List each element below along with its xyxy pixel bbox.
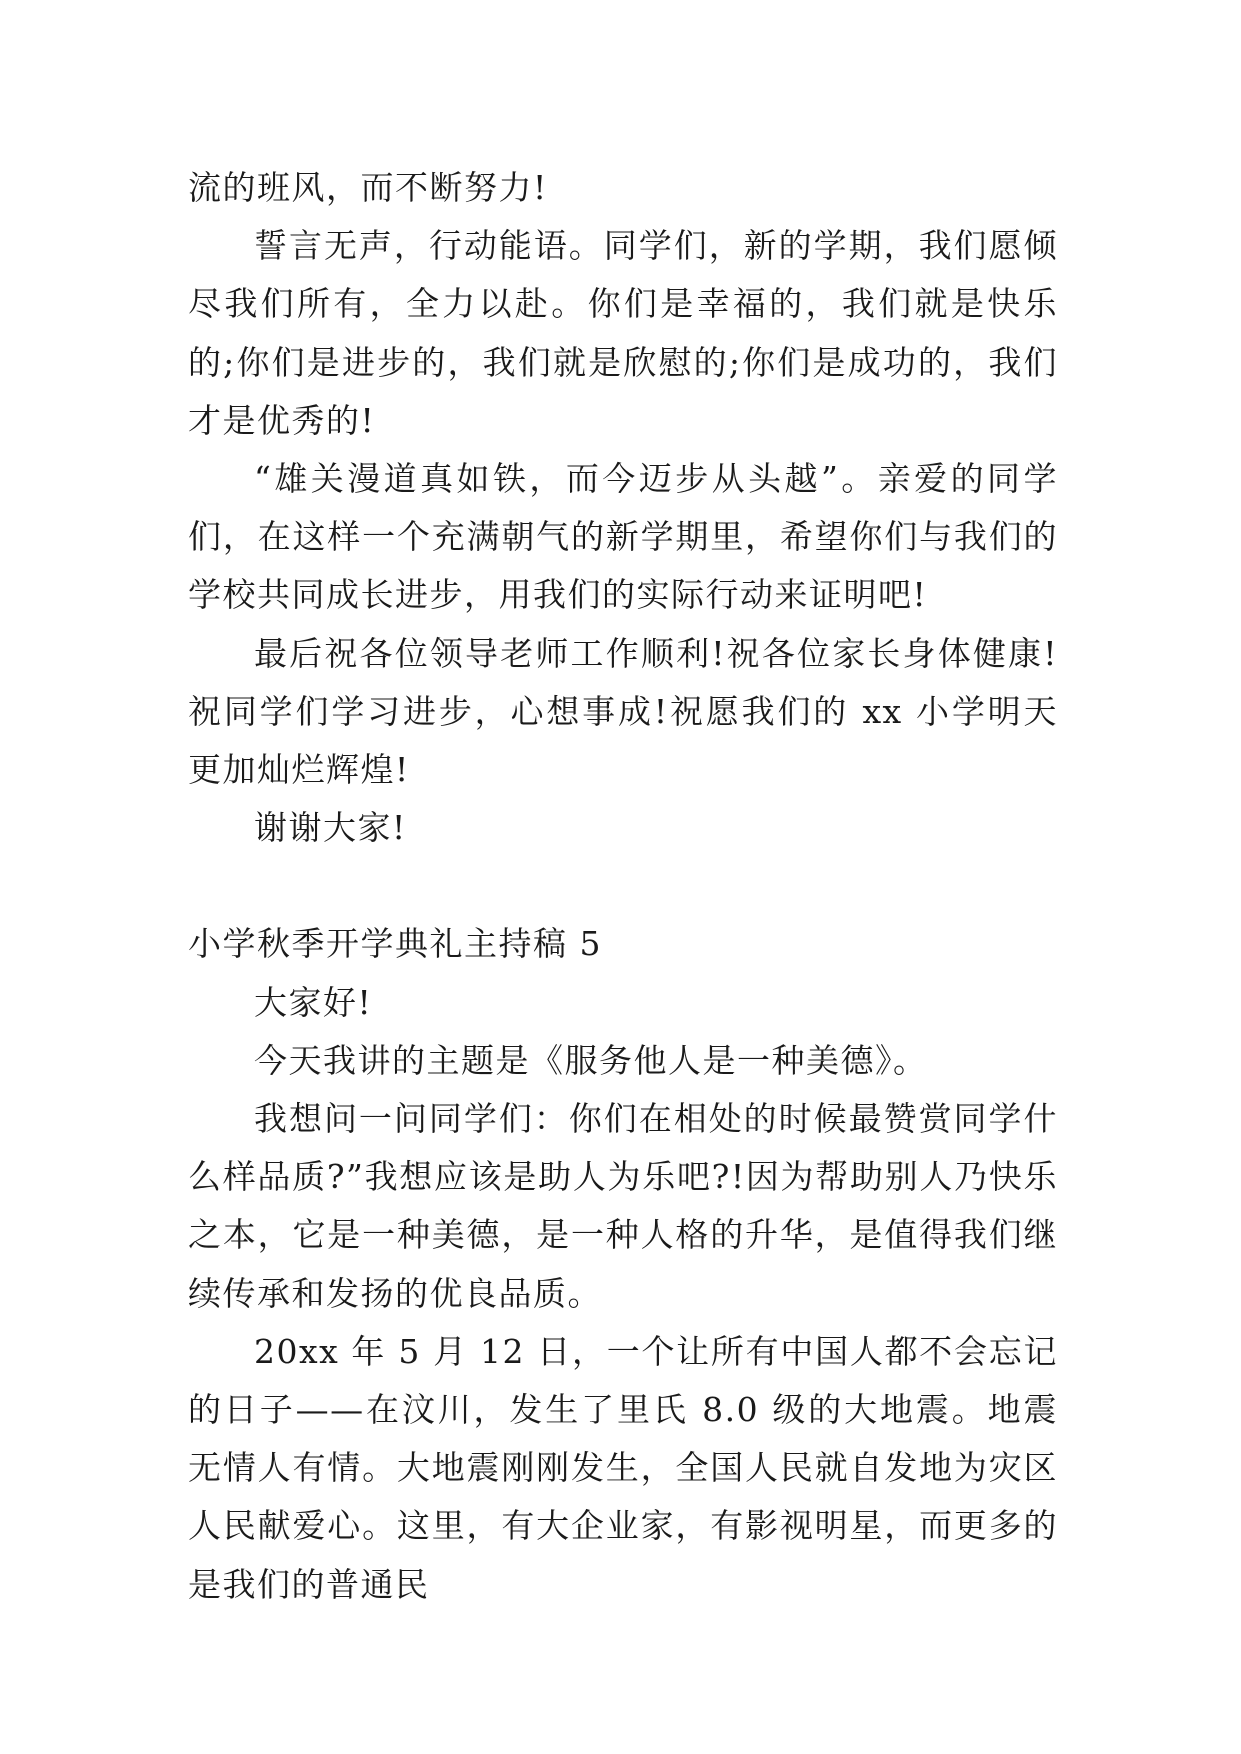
paragraph: 誓言无声，行动能语。同学们，新的学期，我们愿倾尽我们所有，全力以赴。你们是幸福的，我们就是快乐的;你们是进步的，我们就是欣慰的;你们是成功的，我们才是优秀的! [188,226,1058,440]
paragraph: “雄关漫道真如铁，而今迈步从头越”。亲爱的同学们，在这样一个充满朝气的新学期里，希望你们与我们的学校共同成长进步，用我们的实际行动来证明吧! [188,459,1058,615]
paragraph: 流的班风，而不断努力! [188,168,548,207]
paragraph: 20xx 年 5 月 12 日，一个让所有中国人都不会忘记的日子——在汶川，发生了里氏 8.0 级的大地震。地震无情人有情。大地震刚刚发生，全国人民就自发地为灾区人民献爱心。这里，有大企业家，有影视明星，而更多的是我们的普通民 [188,1331,1058,1604]
section-spacer [188,857,1058,915]
paragraph: 大家好! [254,982,373,1022]
paragraph: 最后祝各位领导老师工作顺利!祝各位家长身体健康!祝同学们学习进步，心想事成!祝愿我们的 xx 小学明天更加灿烂辉煌! [188,633,1058,790]
section-title: 小学秋季开学典礼主持稿 5 [188,924,602,964]
paragraph: 我想问一问同学们：你们在相处的时候最赞赏同学什么样品质?”我想应该是助人为乐吧?!因为帮助别人乃快乐之本，它是一种美德，是一种人格的升华，是值得我们继续传承和发扬的优良品质。 [188,1099,1058,1313]
paragraph: 谢谢大家! [254,808,407,848]
paragraph: 今天我讲的主题是《服务他人是一种美德》。 [254,1040,928,1080]
document-body [188,159,1058,1614]
